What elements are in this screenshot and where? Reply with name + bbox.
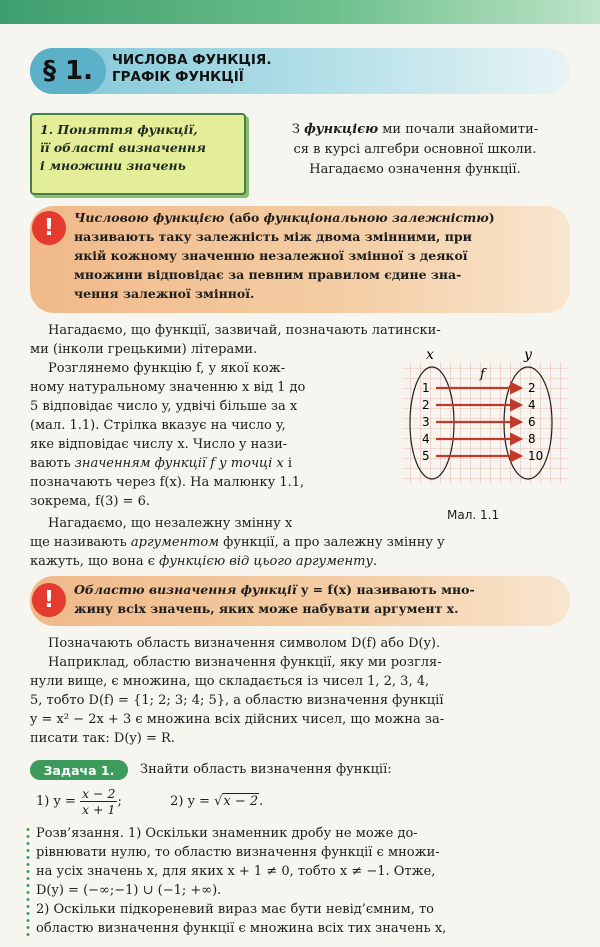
paragraph-argument	[30, 514, 570, 571]
exclamation-icon: !	[32, 211, 66, 245]
exclamation-icon: !	[32, 583, 66, 617]
subheading-line1: 1. Поняття функції,	[40, 122, 198, 137]
paragraph-line: Нагадаємо, що функції, зазвичай, позначають латински-	[48, 323, 441, 338]
x-value-label: 5	[422, 449, 430, 463]
task-item2-prefix: 2) y =	[170, 794, 210, 809]
paragraph-line	[30, 552, 570, 571]
task-label: Задача 1.	[30, 760, 128, 780]
paragraph-line: 5, тобто D(f) = {1; 2; 3; 4; 5}, а областю визначення функції	[30, 693, 444, 708]
text-part: і	[283, 456, 293, 471]
text-part: y = f(x) називають мно-	[296, 582, 475, 597]
solution-dotted-marker	[26, 826, 30, 936]
term-numeric-function: Числовою функцією	[74, 210, 225, 225]
definition-line3: якій кожному значенню незалежної змінної з деякої	[74, 248, 468, 263]
definition-line2: називають таку залежність між двома змінними, при	[74, 229, 472, 244]
x-value-label: 2	[422, 398, 430, 412]
paragraph-line: 5 відповідає число y, удвічі більше за x	[30, 399, 298, 414]
y-value-label: 10	[528, 449, 544, 463]
paragraph-line: нули вище, є множина, що складається із чисел 1, 2, 3, 4,	[30, 674, 430, 689]
x-set-label: x	[426, 348, 434, 363]
term-function-of-argument: функцією від цього аргументу	[159, 554, 373, 569]
paragraph-line: Позначають область визначення символом D(f) або D(y).	[48, 636, 441, 651]
y-value-label: 8	[528, 432, 536, 446]
section-title-line2: ГРАФІК ФУНКЦІЇ	[112, 69, 244, 85]
definition-line1	[74, 208, 560, 227]
intro-text: ми почали знайомити-	[378, 122, 539, 137]
term-domain: Областю визначення функції	[74, 582, 297, 597]
paragraph-line: писати так: D(y) = R.	[30, 731, 175, 746]
subheading-line2: її області визначення	[40, 140, 206, 155]
definition-line5: чення залежної змінної.	[74, 286, 255, 301]
term-argument: аргументом	[130, 535, 220, 550]
solution-line: Розв’язання. 1) Оскільки знаменник дробу не може до-	[36, 826, 418, 841]
section-header-band	[30, 48, 570, 94]
domain-definition-text	[74, 580, 560, 618]
solution-line: рівнювати нулю, то областю визначення функції є множи-	[36, 845, 440, 860]
task-statement: Знайти область визначення функції:	[140, 762, 392, 777]
definition-text	[74, 208, 560, 303]
text-part: кажуть, що вона є	[30, 554, 160, 569]
mapping-diagram	[400, 348, 570, 488]
paragraph-line: ми (інколи грецькими) літерами.	[30, 342, 258, 357]
solution	[36, 824, 570, 938]
paragraph-line: y = x² − 2x + 3 є множина всіх дійсних чисел, що можна за-	[30, 712, 445, 727]
text-part: .	[373, 554, 378, 569]
fraction-denominator: x + 1	[82, 802, 116, 817]
term-functional-dependence: функціональною залежністю	[263, 210, 489, 225]
figure-caption: Мал. 1.1	[447, 508, 500, 522]
domain-line1	[74, 580, 560, 599]
text-part: вають	[30, 456, 75, 471]
solution-line: 2) Оскільки підкореневий вираз має бути невід’ємним, то	[36, 902, 434, 917]
paragraph-line: Наприклад, областю визначення функції, яку ми розгля-	[48, 655, 442, 670]
text-part: функції, а про залежну змінну y	[219, 535, 445, 550]
task-item2-suffix: .	[259, 794, 264, 809]
intro-text: З	[291, 122, 305, 137]
intro-line2: ся в курсі алгебри основної школи.	[293, 142, 537, 157]
y-value-label: 6	[528, 415, 536, 429]
subheading	[40, 121, 235, 175]
definition-text-part: (або	[224, 210, 264, 225]
y-set-label: y	[524, 348, 532, 363]
paragraph-line: ному натуральному значенню x від 1 до	[30, 380, 306, 395]
sqrt-sign: √	[214, 794, 223, 809]
section-number: § 1.	[30, 48, 106, 94]
paragraph-line: позначають через f(x). На малюнку 1.1,	[30, 475, 305, 490]
top-decorative-bar	[0, 0, 600, 24]
x-value-label: 3	[422, 415, 430, 429]
task-item1-prefix: 1) y =	[36, 794, 76, 809]
definition-text-part: )	[488, 210, 495, 225]
x-value-label: 1	[422, 381, 430, 395]
paragraph-function-example	[30, 359, 390, 511]
subheading-line3: і множини значень	[40, 158, 186, 173]
y-value-label: 4	[528, 398, 536, 412]
fraction-numerator: x − 2	[82, 786, 116, 801]
paragraph-domain-notation	[30, 634, 570, 748]
section-title	[112, 52, 271, 86]
radicand: x − 2	[223, 794, 259, 809]
solution-line: D(y) = (−∞;−1) ∪ (−1; +∞).	[36, 883, 222, 898]
paragraph-line: Розглянемо функцію f, у якої кож-	[48, 361, 286, 376]
intro-paragraph	[255, 120, 575, 180]
paragraph-line: Нагадаємо, що незалежну змінну x	[48, 516, 293, 531]
definition-line4: множини відповідає за певним правилом єдине зна-	[74, 267, 462, 282]
paragraph-line: зокрема, f(3) = 6.	[30, 494, 150, 509]
intro-line1	[255, 120, 575, 140]
section-title-line1: ЧИСЛОВА ФУНКЦІЯ.	[112, 52, 272, 68]
solution-line: на усіх значень x, для яких x + 1 ≠ 0, тобто x ≠ −1. Отже,	[36, 864, 436, 879]
y-value-label: 2	[528, 381, 536, 395]
solution-line: областю визначення функції є множина всіх тих значень x,	[36, 921, 447, 936]
fraction	[80, 786, 117, 817]
function-label: f	[480, 367, 485, 382]
task-item1-suffix: ;	[117, 794, 122, 809]
paragraph-line: (мал. 1.1). Стрілка вказує на число y,	[30, 418, 286, 433]
x-value-label: 4	[422, 432, 430, 446]
term-function-value: значенням функції f у точці x	[74, 456, 284, 471]
intro-line3: Нагадаємо означення функції.	[309, 162, 521, 177]
intro-term-function: функцією	[304, 122, 379, 137]
domain-line2: жину всіх значень, яких може набувати аргумент x.	[74, 601, 459, 616]
paragraph-line	[30, 454, 390, 473]
text-part: ще називають	[30, 535, 131, 550]
paragraph-line	[30, 533, 570, 552]
paragraph-line: яке відповідає числу x. Число y нази-	[30, 437, 288, 452]
task-items	[36, 784, 436, 820]
